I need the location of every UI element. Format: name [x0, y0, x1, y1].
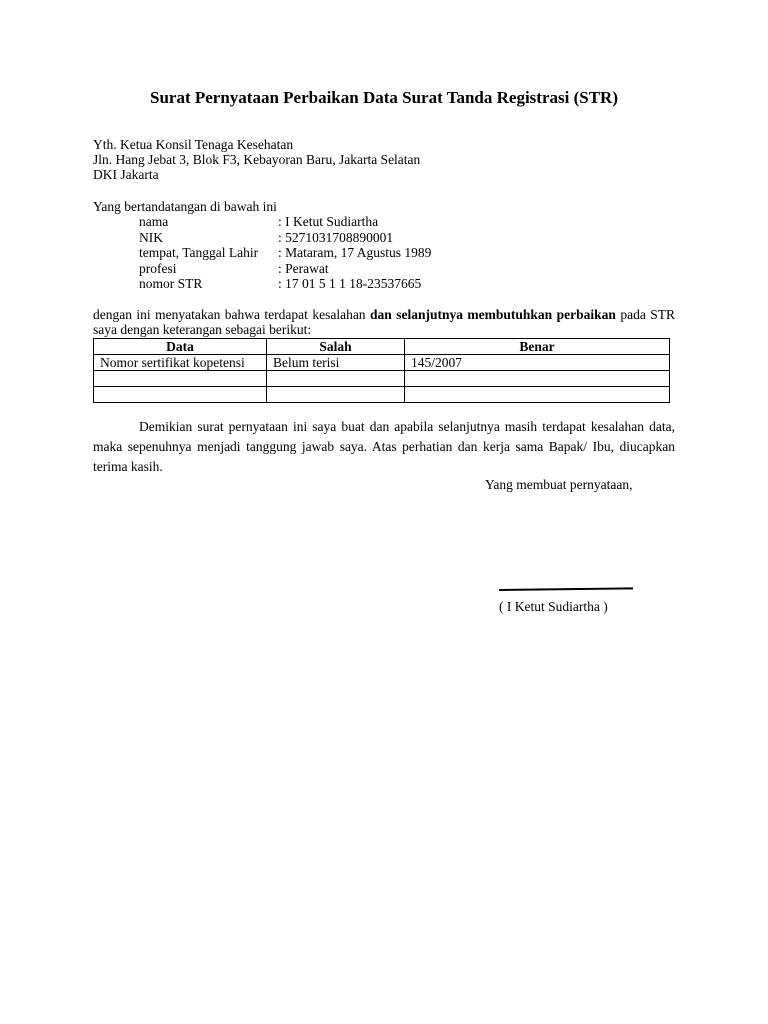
signature-line [499, 586, 633, 592]
table-cell: 145/2007 [405, 355, 670, 371]
table-row [94, 371, 670, 387]
table-cell [405, 387, 670, 403]
table-cell [267, 387, 405, 403]
statement-part-2: pada STR saya dengan keterangan sebagai berikut: [93, 307, 676, 337]
recipient-line-1: Yth. Ketua Konsil Tenaga Kesehatan [93, 137, 294, 152]
table-header-row [94, 339, 670, 355]
header-data: Data [94, 339, 267, 355]
table-row [94, 387, 670, 403]
letter-title: Surat Pernyataan Perbaikan Data Surat Tanda Registrasi (STR) [149, 88, 618, 107]
identity-label: tempat, Tanggal Lahir [139, 245, 259, 260]
table-cell [94, 371, 267, 387]
signature-name: ( I Ketut Sudiartha ) [499, 599, 608, 614]
statement-bold: dan selanjutnya membutuhkan perbaikan [370, 307, 616, 322]
recipient-line-2: Jln. Hang Jebat 3, Blok F3, Kebayoran Baru, Jakarta Selatan [93, 152, 421, 167]
correction-table [93, 338, 670, 403]
identity-label: nama [139, 214, 169, 229]
table-cell [267, 371, 405, 387]
table-cell: Nomor sertifikat kopetensi [94, 355, 267, 371]
intro-text: Yang bertandatangan di bawah ini [93, 199, 277, 214]
identity-label: NIK [139, 229, 163, 245]
statement-paragraph [93, 307, 675, 337]
table-cell: Belum terisi [267, 355, 405, 371]
identity-value: : Mataram, 17 Agustus 1989 [278, 245, 432, 260]
identity-value: : Perawat [278, 260, 329, 276]
recipient-line-3: DKI Jakarta [93, 167, 159, 182]
closing-paragraph: Demikian surat pernyataan ini saya buat dan apabila selanjutnya masih terdapat kesalahan data, maka sepenuhnya menjadi tanggung jawab saya. Atas perhatian dan kerja sama Bapak/ Ibu, diucapkan terima kasih. [93, 419, 675, 474]
identity-value: : I Ketut Sudiartha [278, 214, 379, 229]
identity-label: profesi [139, 260, 177, 276]
statement-part-1: dengan ini menyatakan bahwa terdapat kesalahan [93, 307, 370, 322]
header-benar: Benar [405, 339, 670, 355]
identity-value: : 17 01 5 1 1 18-23537665 [278, 276, 422, 291]
signoff-text: Yang membuat pernyataan, [485, 477, 633, 492]
identity-label: nomor STR [139, 276, 203, 291]
identity-value: : 5271031708890001 [278, 229, 394, 245]
table-cell [405, 371, 670, 387]
table-cell [94, 387, 267, 403]
table-row [94, 355, 670, 371]
header-salah: Salah [267, 339, 405, 355]
recipient-address [93, 137, 675, 182]
